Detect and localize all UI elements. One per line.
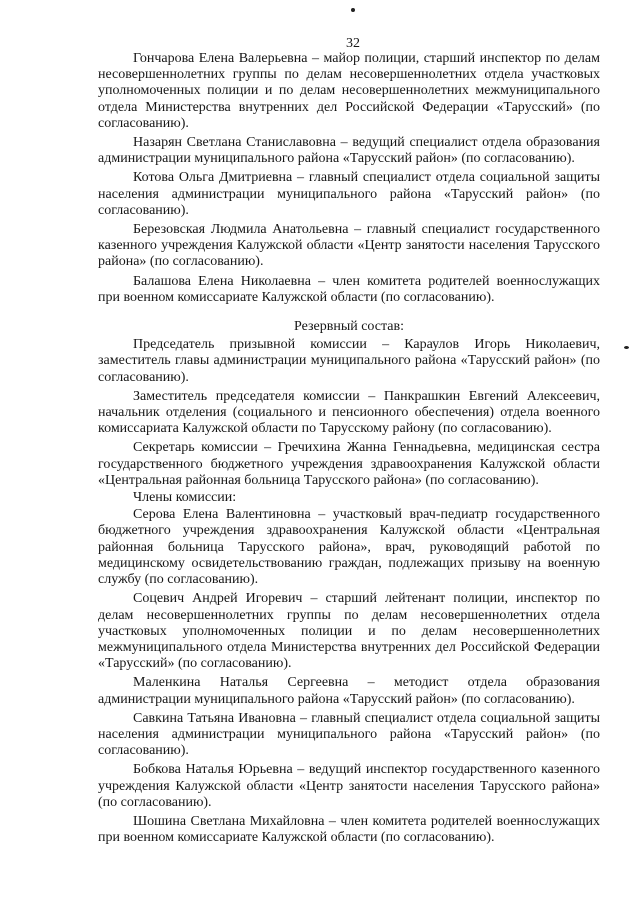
reserve-leader-paragraph: Заместитель председателя комиссии – Панкрашкин Евгений Алексеевич, начальник отделения (социального и пенсионного обеспечения) отдела военного комиссариата Калужской области по Тарусскому району (по согласованию). [98, 388, 600, 437]
reserve-heading: Резервный состав: [293, 319, 404, 335]
member-paragraph: Назарян Светлана Станиславовна – ведущий специалист отдела образования администрации муниципального района «Тарусский район» (по согласованию). [98, 135, 600, 167]
member-paragraph: Котова Ольга Дмитриевна – главный специалист отдела социальной защиты населения администрации муниципального района «Тарусский район» (по согласованию). [98, 170, 600, 218]
reserve-member-paragraph: Шошина Светлана Михайловна – член комитета родителей военнослужащих при военном комиссариате Калужской области (по согласованию). [98, 813, 600, 846]
document-body [98, 51, 600, 849]
page-number: 32 [346, 36, 360, 51]
scan-speck-top [351, 8, 355, 12]
reserve-leader-paragraph: Председатель призывной комиссии – Караулов Игорь Николаевич, заместитель главы администрации муниципального района «Тарусский район» (по согласованию). [98, 337, 600, 385]
reserve-member-paragraph: Маленкина Наталья Сергеевна – методист отдела образования администрации муниципального района «Тарусский район» (по согласованию). [98, 675, 600, 707]
reserve-member-paragraph: Бобкова Наталья Юрьевна – ведущий инспектор государственного казенного учреждения Калужской области «Центр занятости населения Тарусского района» (по согласованию). [98, 762, 600, 810]
reserve-member-paragraph: Соцевич Андрей Игоревич – старший лейтенант полиции, инспектор по делам несовершеннолетних группы по делам несовершеннолетних отдела участковых уполномоченных полиции и по делам несовершеннолетних межмуниципального отдела Министерства внутренних дел Российской Федерации «Тарусский» (по согласованию). [98, 591, 600, 672]
reserve-member-paragraph: Серова Елена Валентиновна – участковый врач-педиатр государственного бюджетного учреждения здравоохранения Калужской области «Центральная районная больница Тарусского района», врач, руководящий работой по медицинскому освидетельствованию граждан, подлежащих призыву на военную службу (по согласованию). [98, 507, 600, 588]
reserve-member-paragraph: Савкина Татьяна Ивановна – главный специалист отдела социальной защиты населения администрации муниципального района «Тарусский район» (по согласованию). [98, 710, 600, 759]
member-paragraph: Березовская Людмила Анатольевна – главный специалист государственного казенного учреждения Калужской области «Центр занятости населения Тарусского района» (по согласованию). [98, 222, 600, 270]
reserve-leader-paragraph: Секретарь комиссии – Гречихина Жанна Геннадьевна, медицинская сестра государственного бюджетного учреждения здравоохранения Калужской области «Центральная районная больница Тарусского района» (по согласованию). [98, 440, 600, 488]
member-paragraph: Гончарова Елена Валерьевна – майор полиции, старший инспектор по делам несовершеннолетних группы по делам несовершеннолетних отдела участковых уполномоченных полиции и по делам несовершеннолетних межмуниципального отдела Министерства внутренних дел Российской Федерации «Тарусский» (по согласованию). [98, 51, 600, 131]
members-label: Члены комиссии: [133, 490, 237, 506]
member-paragraph: Балашова Елена Николаевна – член комитета родителей военнослужащих при военном комиссариате Калужской области (по согласованию). [98, 273, 600, 305]
scan-speck-margin [624, 346, 629, 349]
